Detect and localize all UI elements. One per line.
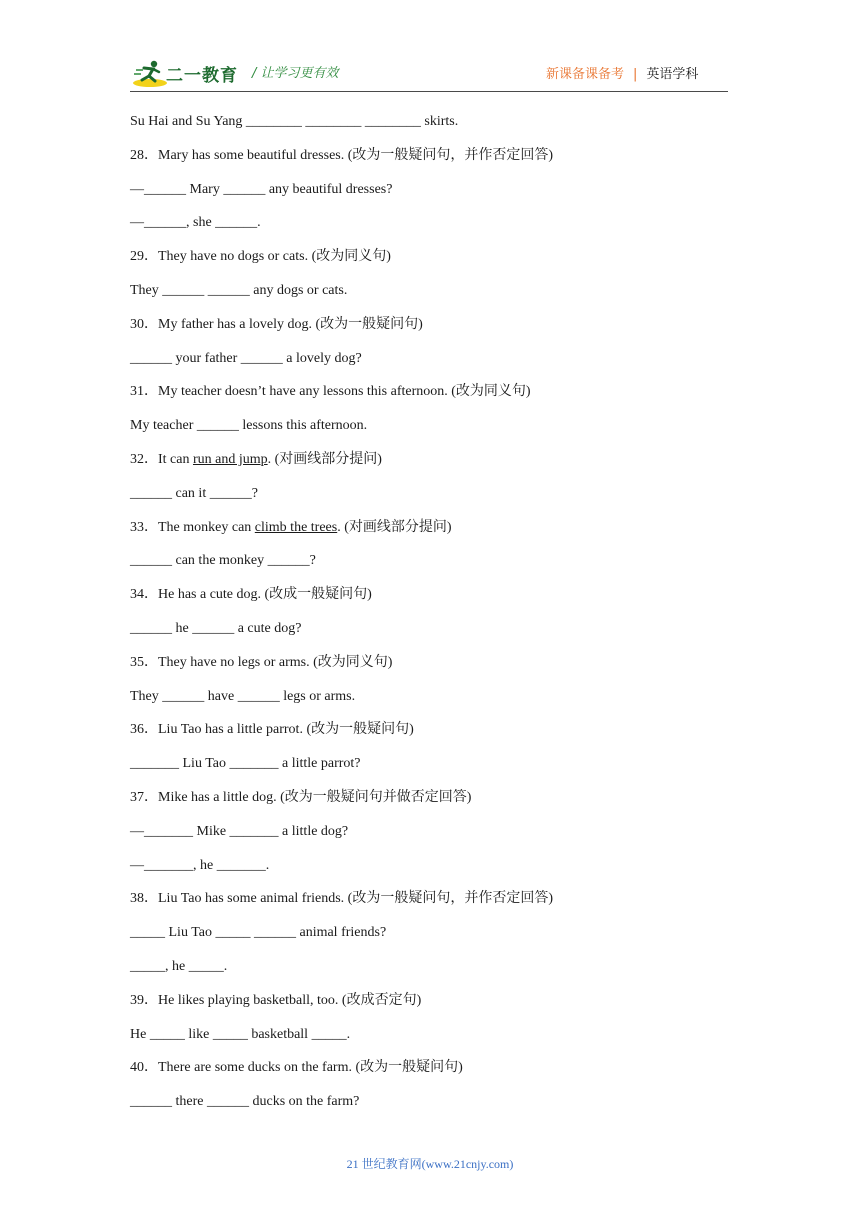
subject-label: 英语学科	[646, 67, 699, 82]
line-text: —_______ Mike _______ a little dog?	[130, 823, 349, 839]
line-text: 29．They have no dogs or cats. (改为同义句)	[130, 249, 391, 265]
exercise-line	[130, 482, 730, 516]
line-text: 31．My teacher doesn’t have any lessons this afternoon. (改为同义句)	[130, 384, 531, 400]
exercise-line	[130, 110, 730, 144]
line-text: _____, he _____.	[130, 958, 228, 974]
exercise-line	[130, 887, 730, 921]
line-text: ______ there ______ ducks on the farm?	[130, 1094, 360, 1110]
exercise-line	[130, 786, 730, 820]
line-text: ______ he ______ a cute dog?	[130, 620, 302, 636]
line-text: Su Hai and Su Yang ________ ________ ________ skirts.	[130, 114, 459, 129]
line-text: 30．My father has a lovely dog. (改为一般疑问句)	[130, 316, 423, 332]
line-text: —______, she ______.	[130, 215, 261, 231]
exercise-line	[130, 313, 730, 347]
runner-logo-icon	[132, 58, 168, 88]
exercise-line	[130, 414, 730, 448]
logo	[132, 58, 244, 88]
exercise-line	[130, 178, 730, 212]
exercise-line	[130, 854, 730, 888]
header-separator: |	[633, 67, 638, 82]
page-header	[0, 0, 860, 100]
line-text: ______ your father ______ a lovely dog?	[130, 350, 362, 366]
exercise-line	[130, 1056, 730, 1090]
underlined-phrase: run and jump	[192, 451, 268, 467]
page-footer	[0, 1155, 860, 1172]
line-text: 38．Liu Tao has some animal friends. (改为一般疑问句，并作否定回答)	[130, 891, 553, 907]
exercise-line	[130, 989, 730, 1023]
line-text: 32．It can	[130, 451, 193, 467]
footer-text: 21 世纪教育网(www.21cnjy.com)	[346, 1157, 514, 1171]
exercise-line	[130, 955, 730, 989]
exercise-line	[130, 820, 730, 854]
exercise-line	[130, 279, 730, 313]
exercise-line	[130, 1090, 730, 1124]
line-text: 34．He has a cute dog. (改成一般疑问句)	[130, 587, 372, 603]
exercise-list	[130, 110, 730, 1124]
line-text: —_______, he _______.	[130, 857, 270, 873]
exercise-line	[130, 1023, 730, 1057]
line-text-after: . (对画线部分提问)	[267, 451, 382, 467]
exercise-line	[130, 144, 730, 178]
line-text: 37．Mike has a little dog. (改为一般疑问句并做否定回答)	[130, 789, 472, 805]
line-text: 28．Mary has some beautiful dresses. (改为一般疑问句，并作否定回答)	[130, 147, 554, 163]
header-right	[546, 63, 698, 82]
exercise-line	[130, 583, 730, 617]
slogan: / 让学习更有效	[252, 66, 339, 81]
exercise-line	[130, 347, 730, 381]
line-text: My teacher ______ lessons this afternoon.	[130, 418, 368, 434]
exercise-line	[130, 752, 730, 786]
line-text: ______ can the monkey ______?	[130, 553, 316, 569]
exercise-line	[130, 718, 730, 752]
exercise-line	[130, 516, 730, 550]
line-text: _______ Liu Tao _______ a little parrot?	[130, 756, 361, 772]
logo-text: 二一教育	[166, 66, 238, 86]
underlined-phrase: climb the trees	[254, 519, 338, 535]
exercise-line	[130, 685, 730, 719]
header-divider	[130, 91, 728, 92]
line-text: He _____ like _____ basketball _____.	[130, 1026, 351, 1042]
line-text: 36．Liu Tao has a little parrot. (改为一般疑问句)	[130, 722, 414, 738]
exercise-line	[130, 549, 730, 583]
exercise-line	[130, 211, 730, 245]
exercise-line	[130, 651, 730, 685]
line-text: 35．They have no legs or arms. (改为同义句)	[130, 654, 393, 670]
line-text: They ______ ______ any dogs or cats.	[130, 282, 348, 298]
exercise-line	[130, 380, 730, 414]
line-text: 40．There are some ducks on the farm. (改为一般疑问句)	[130, 1060, 463, 1076]
exercise-line	[130, 617, 730, 651]
course-label: 新课备课备考	[546, 67, 625, 82]
exercise-line	[130, 921, 730, 955]
line-text: 33．The monkey can	[130, 519, 255, 535]
line-text-after: . (对画线部分提问)	[337, 519, 452, 535]
line-text: ______ can it ______?	[130, 485, 258, 501]
line-text: —______ Mary ______ any beautiful dresses?	[130, 181, 393, 197]
exercise-line	[130, 448, 730, 482]
line-text: _____ Liu Tao _____ ______ animal friends?	[130, 925, 387, 941]
exercise-line	[130, 245, 730, 279]
line-text: 39．He likes playing basketball, too. (改成否定句)	[130, 992, 422, 1008]
line-text: They ______ have ______ legs or arms.	[130, 688, 356, 704]
